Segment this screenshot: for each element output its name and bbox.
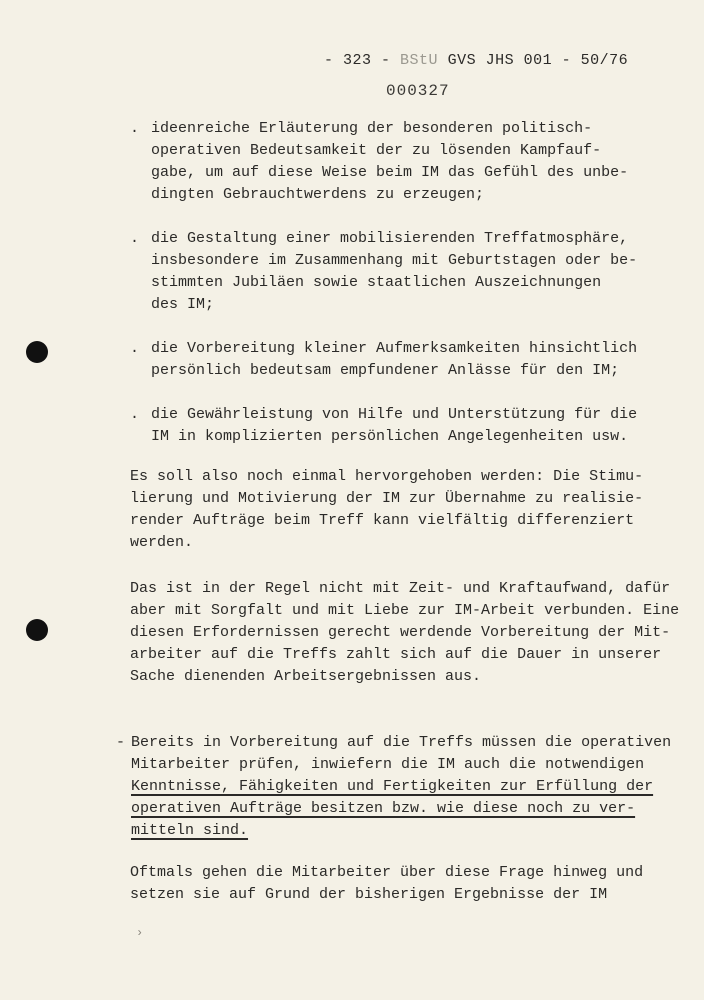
paragraph-line: Es soll also noch einmal hervorgehoben werden: Die Stimu-: [130, 468, 644, 485]
bullet-line: die Vorbereitung kleiner Aufmerksamkeiten hinsichtlich: [151, 340, 638, 357]
underlined-line: Kenntnisse, Fähigkeiten und Fertigkeiten zur Erfüllung der: [131, 778, 654, 795]
bullet-item: [130, 118, 670, 206]
archive-mark: BStU: [400, 52, 439, 69]
archive-stamp-number: 000327: [386, 82, 450, 100]
bullet-item: [130, 228, 670, 316]
bullet-list: [130, 118, 670, 470]
bullet-symbol: .: [130, 230, 140, 247]
bullet-line: IM in komplizierten persönlichen Angelegenheiten usw.: [151, 428, 629, 445]
paragraph-line: lierung und Motivierung der IM zur Übernahme zu realisie-: [130, 490, 644, 507]
punch-hole-bottom: [26, 619, 48, 641]
underlined-line: mitteln sind.: [131, 822, 249, 839]
margin-mark: ›: [136, 926, 144, 940]
bullet-item: [130, 404, 670, 448]
paragraph-line: Oftmals gehen die Mitarbeiter über diese Frage hinweg und: [130, 864, 644, 881]
bullet-line: die Gestaltung einer mobilisierenden Treffatmosphäre,: [151, 230, 629, 247]
paragraph-stimulation: [130, 466, 643, 554]
bullet-item: [130, 338, 670, 382]
bullet-line: operativen Bedeutsamkeit der zu lösenden Kampfauf-: [151, 142, 602, 159]
paragraph-line: setzen sie auf Grund der bisherigen Ergebnisse der IM: [130, 886, 608, 903]
bullet-symbol: .: [130, 120, 140, 137]
paragraph-line: Mitarbeiter prüfen, inwiefern die IM auch die notwendigen: [131, 756, 645, 773]
page-number: - 323 -: [324, 52, 391, 69]
paragraph-line: aber mit Sorgfalt und mit Liebe zur IM-Arbeit verbunden. Eine: [130, 602, 680, 619]
paragraph-line: diesen Erfordernissen gerecht werdende Vorbereitung der Mit-: [130, 624, 671, 641]
paragraph-line: werden.: [130, 534, 194, 551]
bullet-line: gabe, um auf diese Weise beim IM das Gefühl des unbe-: [151, 164, 629, 181]
bullet-symbol: .: [130, 406, 140, 423]
paragraph-line: Das ist in der Regel nicht mit Zeit- und Kraftaufwand, dafür: [130, 580, 671, 597]
paragraph-line: render Aufträge beim Treff kann vielfältig differenziert: [130, 512, 635, 529]
bullet-line: dingten Gebrauchtwerdens zu erzeugen;: [151, 186, 485, 203]
document-reference: GVS JHS 001 - 50/76: [447, 52, 629, 69]
paragraph-line: Bereits in Vorbereitung auf die Treffs müssen die operativen: [131, 734, 672, 751]
bullet-line: ideenreiche Erläuterung der besonderen politisch-: [151, 120, 593, 137]
paragraph-preparation: [130, 578, 679, 688]
paragraph-often: [130, 862, 643, 906]
bullet-line: die Gewährleistung von Hilfe und Unterstützung für die: [151, 406, 638, 423]
bullet-line: stimmten Jubiläen sowie staatlichen Auszeichnungen: [151, 274, 602, 291]
bullet-line: persönlich bedeutsam empfundener Anlässe für den IM;: [151, 362, 620, 379]
page-header-reference: [324, 52, 628, 69]
paragraph-line: arbeiter auf die Treffs zahlt sich auf die Dauer in unserer: [130, 646, 662, 663]
bullet-line: des IM;: [151, 296, 215, 313]
dash-symbol: -: [116, 734, 126, 751]
paragraph-line: Sache dienenden Arbeitsergebnissen aus.: [130, 668, 482, 685]
bullet-line: insbesondere im Zusammenhang mit Geburtstagen oder be-: [151, 252, 638, 269]
underlined-line: operativen Aufträge besitzen bzw. wie diese noch zu ver-: [131, 800, 636, 817]
bullet-symbol: .: [130, 340, 140, 357]
punch-hole-top: [26, 341, 48, 363]
